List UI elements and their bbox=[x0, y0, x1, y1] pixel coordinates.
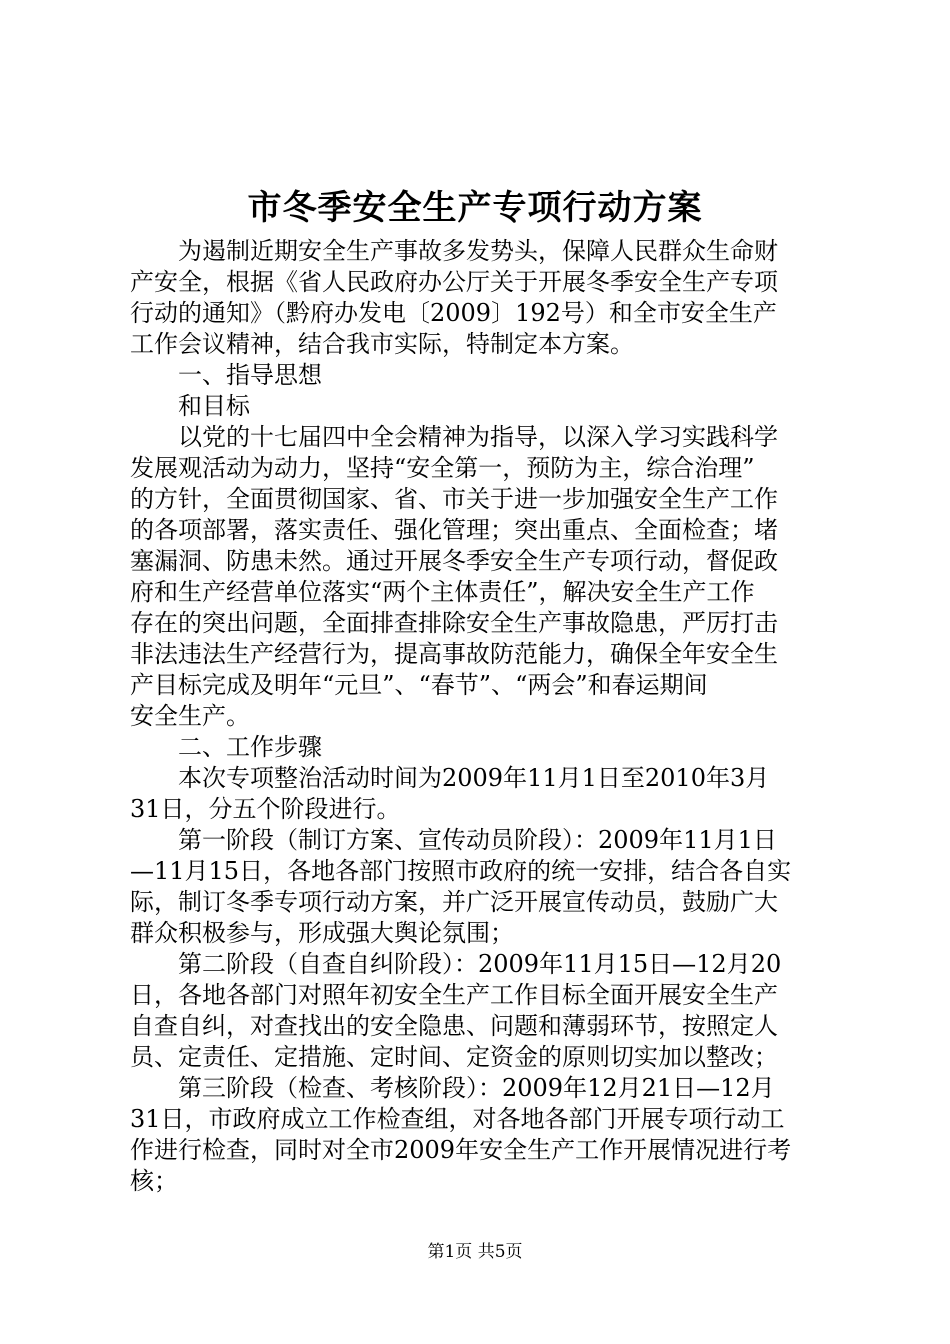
body-line: 员、定责任、定措施、定时间、定资金的原则切实加以整改； bbox=[130, 1043, 778, 1071]
body-line: 第一阶段（制订方案、宣传动员阶段）：2009年11月1日 bbox=[178, 826, 777, 854]
body-line: 作进行检查，同时对全市2009年安全生产工作开展情况进行考 bbox=[130, 1136, 792, 1164]
body-line: 二、工作步骤 bbox=[178, 733, 322, 761]
body-line: 一、指导思想 bbox=[178, 361, 322, 389]
body-line: 非法违法生产经营行为，提高事故防范能力，确保全年安全生 bbox=[130, 640, 778, 668]
body-line: 产目标完成及明年“元旦”、“春节”、“两会”和春运期间 bbox=[130, 671, 708, 699]
body-line: 本次专项整治活动时间为2009年11月1日至2010年3月 bbox=[178, 764, 770, 792]
body-line: 以党的十七届四中全会精神为指导，以深入学习实践科学 bbox=[178, 423, 778, 451]
document-body bbox=[130, 236, 834, 1197]
body-line: 存在的突出问题，全面排查排除安全生产事故隐患，严厉打击 bbox=[130, 609, 778, 637]
body-line: 的各项部署，落实责任、强化管理；突出重点、全面检查；堵 bbox=[130, 516, 778, 544]
body-line: 自查自纠，对查找出的安全隐患、问题和薄弱环节，按照定人 bbox=[130, 1012, 778, 1040]
body-line: —11月15日，各地各部门按照市政府的统一安排，结合各自实 bbox=[130, 857, 792, 885]
body-line: 府和生产经营单位落实“两个主体责任”，解决安全生产工作 bbox=[130, 578, 755, 606]
body-line: 际，制订冬季专项行动方案，并广泛开展宣传动员，鼓励广大 bbox=[130, 888, 778, 916]
body-line: 核； bbox=[130, 1167, 178, 1195]
body-line: 第二阶段（自查自纠阶段）：2009年11月15日—12月20 bbox=[178, 950, 782, 978]
body-line: 塞漏洞、防患未然。通过开展冬季安全生产专项行动，督促政 bbox=[130, 547, 778, 575]
body-line: 第三阶段（检查、考核阶段）：2009年12月21日—12月 bbox=[178, 1074, 775, 1102]
body-line: 日，各地各部门对照年初安全生产工作目标全面开展安全生产 bbox=[130, 981, 778, 1009]
body-line: 为遏制近期安全生产事故多发势头，保障人民群众生命财 bbox=[178, 237, 778, 265]
body-line: 工作会议精神，结合我市实际，特制定本方案。 bbox=[130, 330, 634, 358]
body-line: 发展观活动为动力，坚持“安全第一，预防为主，综合治理” bbox=[130, 454, 755, 482]
body-line: 31日，市政府成立工作检查组，对各地各部门开展专项行动工 bbox=[130, 1105, 785, 1133]
body-line: 31日，分五个阶段进行。 bbox=[130, 795, 401, 823]
body-line: 产安全，根据《省人民政府办公厅关于开展冬季安全生产专项 bbox=[130, 268, 778, 296]
body-line: 和目标 bbox=[178, 392, 250, 420]
body-line: 安全生产。 bbox=[130, 702, 250, 730]
body-line: 的方针，全面贯彻国家、省、市关于进一步加强安全生产工作 bbox=[130, 485, 778, 513]
body-line: 行动的通知》（黔府办发电〔2009〕192号）和全市安全生产 bbox=[130, 299, 777, 327]
document-title: 市冬季安全生产专项行动方案 bbox=[247, 188, 703, 228]
body-line: 群众积极参与，形成强大舆论氛围； bbox=[130, 919, 514, 947]
page-footer: 第1页 共5页 bbox=[427, 1242, 523, 1262]
